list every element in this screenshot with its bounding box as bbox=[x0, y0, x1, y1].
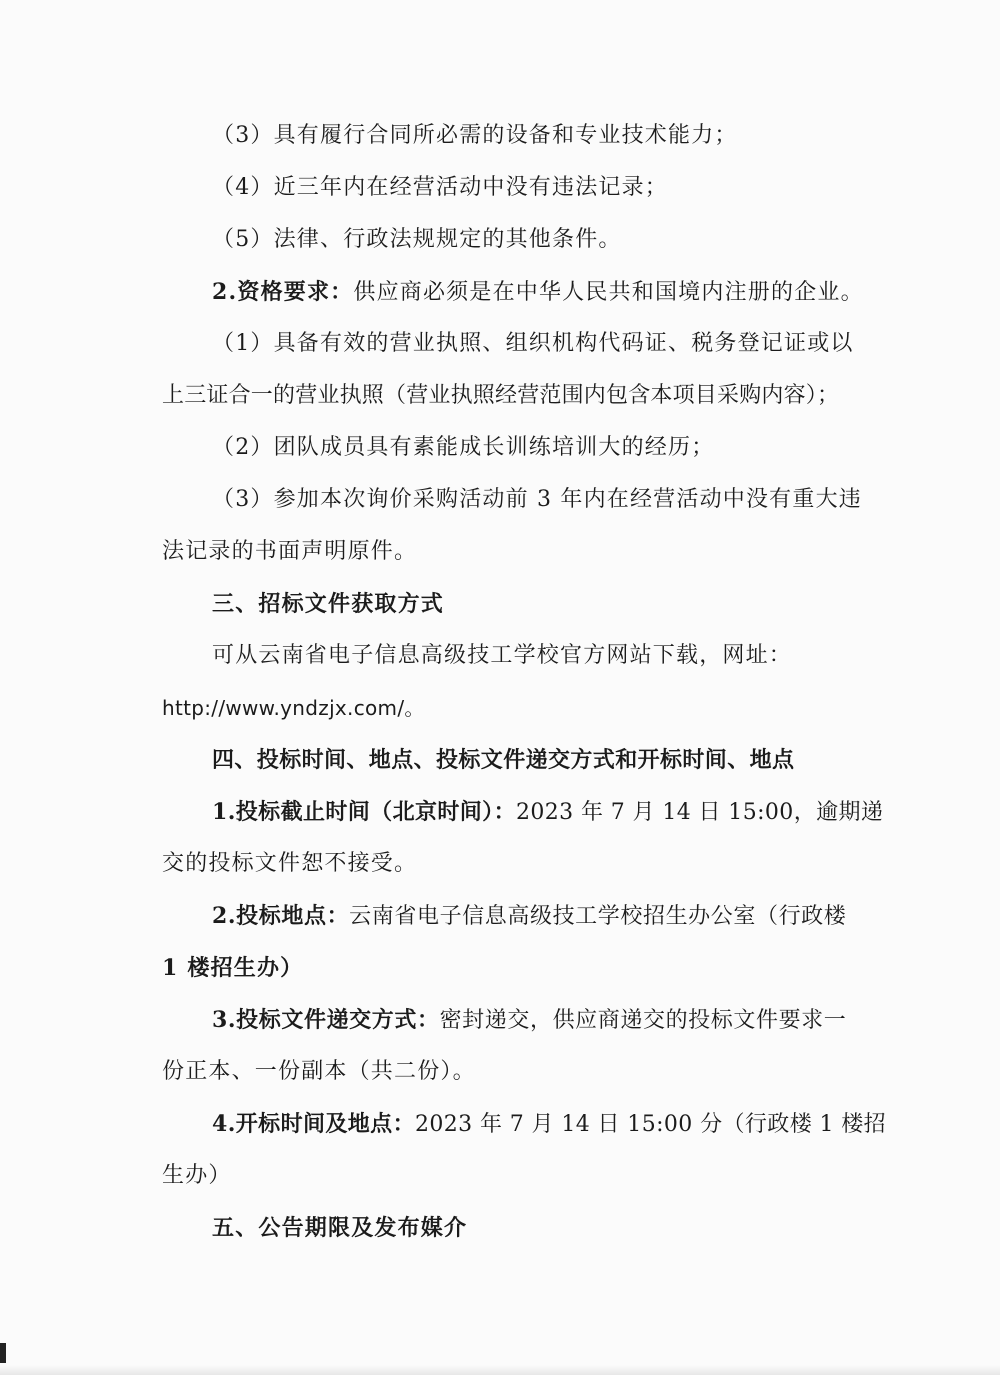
qualification-item-3-line-1: （3）参加本次询价采购活动前 3 年内在经营活动中没有重大违 bbox=[212, 487, 862, 512]
submission-method-label: 3.投标文件递交方式： bbox=[212, 1007, 440, 1033]
opening-time-continued: 生办） bbox=[162, 1163, 232, 1188]
qualification-item-1-line-2: 上三证合一的营业执照（营业执照经营范围内包含本项目采购内容）； bbox=[162, 383, 840, 408]
clause-4-no-violation: （4）近三年内在经营活动中没有违法记录； bbox=[212, 175, 668, 200]
bid-location-paragraph bbox=[212, 900, 862, 933]
section-3-text: 可从云南省电子信息高级技工学校官方网站下载，网址： bbox=[212, 643, 793, 668]
scan-edge-mark bbox=[0, 1343, 6, 1363]
section-5-heading: 五、公告期限及发布媒介 bbox=[212, 1215, 468, 1241]
scan-bottom-shadow bbox=[0, 1365, 1000, 1375]
qualification-item-2: （2）团队成员具有素能成长训练培训大的经历； bbox=[212, 435, 715, 460]
section-3-heading: 三、招标文件获取方式 bbox=[212, 591, 445, 617]
submission-method-paragraph bbox=[212, 1004, 862, 1037]
section-4-heading: 四、投标时间、地点、投标文件递交方式和开标时间、地点 bbox=[212, 747, 795, 773]
clause-3-equipment: （3）具有履行合同所必需的设备和专业技术能力； bbox=[212, 123, 738, 148]
website-url: http://www.yndzjx.com/。 bbox=[162, 696, 425, 720]
bid-deadline-value: 2023 年 7 月 14 日 15:00，逾期递 bbox=[515, 800, 884, 825]
qualification-text: 供应商必须是在中华人民共和国境内注册的企业。 bbox=[353, 280, 864, 305]
qualification-item-3-line-2: 法记录的书面声明原件。 bbox=[162, 539, 418, 564]
bid-deadline-paragraph bbox=[212, 796, 884, 829]
clause-5-other-conditions: （5）法律、行政法规规定的其他条件。 bbox=[212, 227, 622, 252]
bid-location-continued: 1 楼招生办） bbox=[162, 955, 304, 981]
submission-method-continued: 份正本、一份副本（共二份）。 bbox=[162, 1059, 476, 1084]
bid-deadline-note: 交的投标文件恕不接受。 bbox=[162, 851, 418, 876]
bid-location-value: 云南省电子信息高级技工学校招生办公室（行政楼 bbox=[349, 904, 847, 929]
qualification-heading: 2.资格要求： bbox=[212, 279, 354, 305]
opening-time-label: 4.开标时间及地点： bbox=[212, 1111, 415, 1137]
qualification-paragraph bbox=[212, 276, 862, 309]
submission-method-value: 密封递交，供应商递交的投标文件要求一 bbox=[439, 1008, 847, 1033]
qualification-item-1-line-1: （1）具备有效的营业执照、组织机构代码证、税务登记证或以 bbox=[212, 331, 854, 356]
bid-location-label: 2.投标地点： bbox=[212, 903, 350, 929]
opening-time-value: 2023 年 7 月 14 日 15:00 分（行政楼 1 楼招 bbox=[414, 1112, 887, 1137]
opening-time-paragraph bbox=[212, 1108, 887, 1141]
bid-deadline-label: 1.投标截止时间（北京时间）： bbox=[212, 799, 516, 825]
